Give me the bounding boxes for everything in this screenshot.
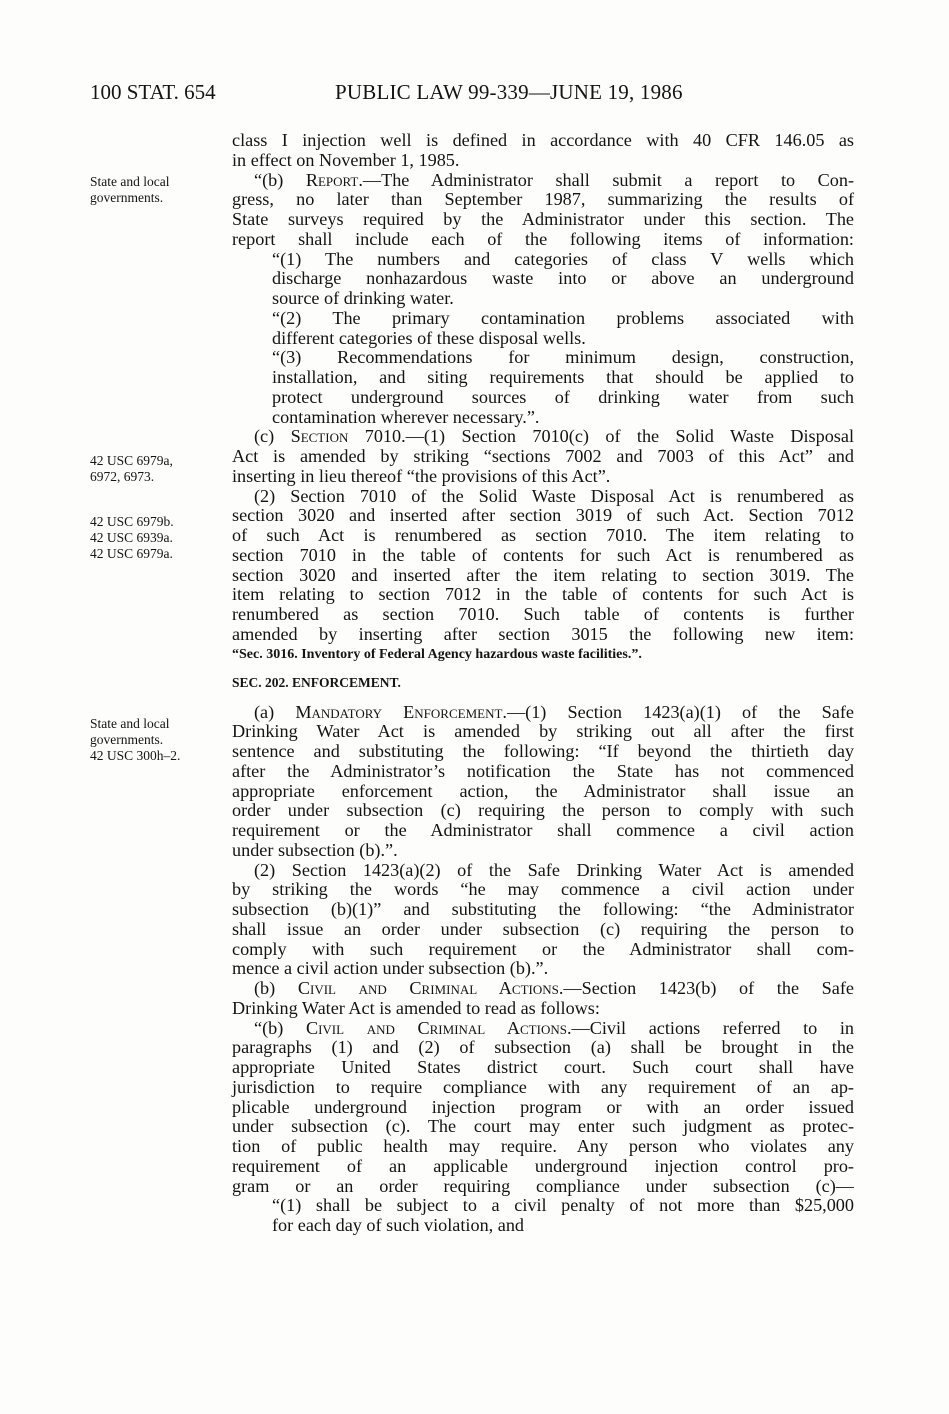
text-line: item relating to section 7012 in the table of contents for such Act is [232,584,854,605]
margin-note-line: State and local [90,716,170,731]
text-line: installation, and siting requirements that should be applied to [272,367,854,387]
subsection-heading: Report [305,169,359,190]
text-line: gress, no later than September 1987, summarizing the results of [232,189,854,210]
text-line: “(1) shall be subject to a civil penalty of not more than $25,000 [272,1195,854,1216]
text-span: .—(1) Section 1423(a)(1) of the Safe [502,701,855,722]
text-line: Drinking Water Act is amended by striking out all after the first [232,721,854,742]
text-line: Act is amended by striking “sections 7002 and 7003 of this Act” and [232,446,854,466]
text-line: comply with such requirement or the Administrator shall com- [232,938,854,959]
margin-note-line: 42 USC 300h–2. [90,748,181,763]
text-line: mence a civil action under subsection (b).”. [232,958,549,979]
margin-note-line: State and local [90,174,170,189]
text-line: inserting in lieu thereof “the provisions of this Act”. [232,465,611,486]
section-7010-first-line [232,427,854,447]
quoted-civil-criminal-first-line [232,1019,854,1039]
text-line: paragraphs (1) and (2) of subsection (a) shall be brought in the [232,1037,854,1058]
text-span: .—Civil actions referred to in [566,1017,855,1038]
running-head-title: PUBLIC LAW 99-339—JUNE 19, 1986 [335,80,683,104]
subsection-heading: Mandatory Enforcement [295,701,503,722]
text-line: sentence and substituting the following: “If beyond the thirtieth day [232,741,854,761]
text-span: “(b) [254,1017,306,1038]
margin-note-line: 42 USC 6979a, [90,453,173,468]
page-header [90,80,853,110]
text-line: “(2) The primary contamination problems associated with [272,307,854,328]
text-line: contamination wherever necessary.”. [272,406,540,427]
text-line: Drinking Water Act is amended to read as follows: [232,997,600,1018]
text-line: renumbered as section 7010. Such table of contents is further [232,604,854,624]
margin-note-line: governments. [90,732,164,747]
toc-item: “Sec. 3016. Inventory of Federal Agency hazardous waste facilities.”. [232,646,642,662]
text-line: amended by inserting after section 3015 the following new item: [232,623,854,644]
text-line: shall issue an order under subsection (c) requiring the person to [232,918,854,939]
text-span: .—(1) Section 7010(c) of the Solid Waste Disposal [401,426,854,447]
text-span: .—The Administrator shall submit a report to Con- [358,169,854,190]
margin-note-line: 6972, 6973. [90,469,155,484]
margin-note-line: 42 USC 6979b. [90,514,174,529]
text-line: discharge nonhazardous waste into or above an underground [272,268,854,289]
text-line: different categories of these disposal wells. [272,327,586,348]
subsection-heading: Section 7010 [290,426,402,447]
text-line: order under subsection (c) requiring the person to comply with such [232,800,854,821]
report-subsection-first-line [232,171,854,191]
text-line: requirement of an applicable underground injection control pro- [232,1155,854,1176]
margin-note-usc-6979a [90,453,215,485]
text-line: “(3) Recommendations for minimum design, construction, [272,347,854,368]
text-line: section 3020 and inserted after the item relating to section 3019. The [232,564,854,585]
text-line: source of drinking water. [272,288,454,308]
text-line: under subsection (c). The court may enter such judgment as protec- [232,1116,854,1137]
civil-criminal-first-line [232,979,854,999]
text-line: “(1) The numbers and categories of class V wells which [272,248,854,269]
margin-note-line: governments. [90,190,164,205]
text-line: (2) Section 1423(a)(2) of the Safe Drinking Water Act is amended [254,859,854,880]
text-line: State surveys required by the Administrator under this section. The [232,209,854,229]
statute-page-number: 100 STAT. 654 [90,80,216,104]
text-line: (2) Section 7010 of the Solid Waste Disposal Act is renumbered as [254,485,854,506]
text-line: subsection (b)(1)” and substituting the following: “the Administrator [232,899,854,919]
margin-note-usc-6979b [90,514,215,562]
text-line: plicable underground injection program or with an order issued [232,1096,854,1117]
text-line: in effect on November 1, 1985. [232,149,460,170]
text-span: .—Section 1423(b) of the Safe [558,978,854,998]
text-span: (c) [254,426,291,447]
text-span: (a) [254,701,296,722]
text-span: (b) [254,978,298,998]
margin-note-line: 42 USC 6979a. [90,546,173,561]
subsection-heading: Civil and Criminal Actions [305,1017,567,1038]
text-line: for each day of such violation, and [272,1215,525,1235]
text-line: under subsection (b).”. [232,839,398,860]
section-heading: SEC. 202. ENFORCEMENT. [232,674,401,690]
text-line: appropriate enforcement action, the Administrator shall issue an [232,780,854,801]
text-line: gram or an order requiring compliance under subsection (c)— [232,1175,854,1196]
text-line: after the Administrator’s notification the State has not commenced [232,760,854,781]
subsection-heading: Civil and Criminal Actions [297,978,559,998]
margin-note-state-local-1 [90,174,215,206]
text-line: requirement or the Administrator shall commence a civil action [232,820,854,840]
text-span: “(b) [254,169,306,190]
text-line: tion of public health may require. Any person who violates any [232,1136,854,1156]
statute-body [232,131,854,1236]
margin-note-state-local-2 [90,716,215,764]
text-line: protect underground sources of drinking water from such [272,386,854,407]
text-line: jurisdiction to require compliance with any requirement of an ap- [232,1076,854,1097]
text-line: report shall include each of the following items of information: [232,228,854,249]
text-line: section 3020 and inserted after section 3019 of such Act. Section 7012 [232,505,854,526]
text-line: class I injection well is defined in accordance with 40 CFR 146.05 as [232,130,854,150]
mandatory-enforcement-first-line [232,703,854,723]
text-line: of such Act is renumbered as section 7010. The item relating to [232,525,854,545]
text-line: appropriate United States district court. Such court shall have [232,1057,854,1077]
text-line: section 7010 in the table of contents for such Act is renumbered as [232,544,854,565]
margin-note-line: 42 USC 6939a. [90,530,173,545]
text-line: by striking the words “he may commence a civil action under [232,879,854,900]
